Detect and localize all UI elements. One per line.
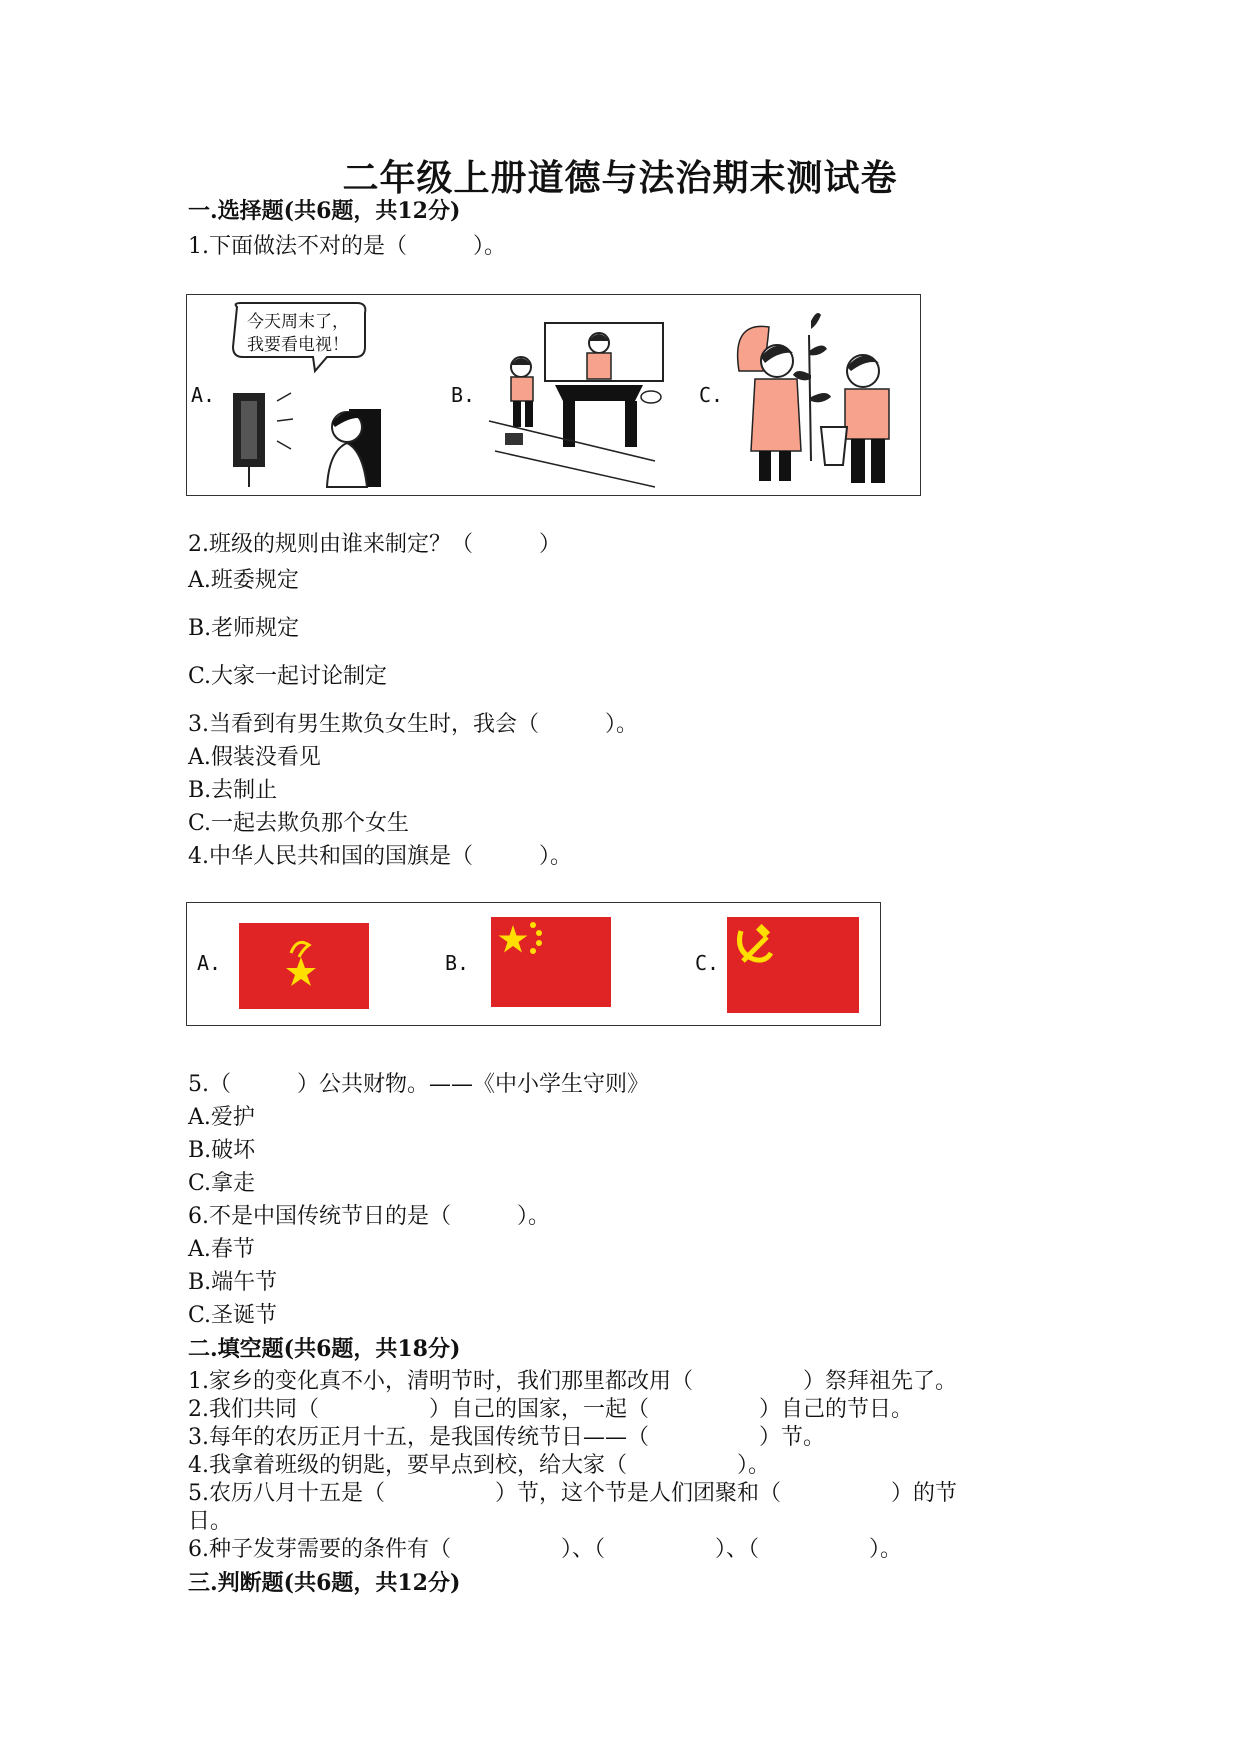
question-1-figure (186, 294, 921, 496)
question-5-option-b: B.破坏 (188, 1138, 256, 1163)
question-2-option-b: B.老师规定 (188, 616, 300, 641)
flag-option-b-label: B. (445, 951, 470, 975)
option-c-label: C. (699, 383, 724, 407)
question-5-option-c: C.拿走 (188, 1171, 256, 1196)
question-6-option-b: B.端午节 (188, 1270, 278, 1295)
section-1-heading: 一.选择题(共6题，共12分) (188, 198, 461, 224)
flag-option-c-label: C. (695, 951, 720, 975)
question-1-stem: 1.下面做法不对的是（ ）。 (188, 234, 506, 259)
question-5-stem: 5.（ ）公共财物。——《中小学生守则》 (188, 1072, 649, 1097)
national-flag (491, 917, 611, 1007)
fill-blank-4: 4.我拿着班级的钥匙，要早点到校，给大家（ ）。 (188, 1453, 770, 1478)
question-3-option-b: B.去制止 (188, 778, 278, 803)
page-title: 二年级上册道德与法治期末测试卷 (342, 157, 898, 199)
question-6-stem: 6.不是中国传统节日的是（ ）。 (188, 1204, 550, 1229)
party-flag (727, 917, 859, 1013)
question-3-stem: 3.当看到有男生欺负女生时，我会（ ）。 (188, 712, 638, 737)
question-3-option-a: A.假装没看见 (188, 745, 321, 770)
fill-blank-3: 3.每年的农历正月十五，是我国传统节日——（ ）节。 (188, 1425, 825, 1450)
flag-option-a-label: A. (197, 951, 222, 975)
section-3-heading: 三.判断题(共6题，共12分) (188, 1570, 461, 1596)
fill-blank-1: 1.家乡的变化真不小，清明节时，我们那里都改用（ ）祭拜祖先了。 (188, 1369, 957, 1394)
question-4-figure (186, 902, 881, 1026)
planting-tree-illustration (727, 301, 917, 489)
option-b-label: B. (451, 383, 476, 407)
question-3-option-c: C.一起去欺负那个女生 (188, 811, 410, 836)
fill-blank-6: 6.种子发芽需要的条件有（ ）、（ ）、（ ）。 (188, 1537, 902, 1562)
cleaning-classroom-illustration (475, 301, 675, 489)
speech-bubble-line-1: 今天周末了， (247, 312, 349, 332)
question-5-option-a: A.爱护 (188, 1105, 255, 1130)
fill-blank-5-continued: 日。 (188, 1509, 233, 1534)
question-6-option-a: A.春节 (188, 1237, 255, 1262)
question-2-stem: 2.班级的规则由谁来制定？（ ） (188, 532, 561, 557)
section-2-heading: 二.填空题(共6题，共18分) (188, 1336, 461, 1362)
speech-bubble-line-2: 我要看电视！ (247, 335, 349, 355)
question-2-option-c: C.大家一起讨论制定 (188, 664, 388, 689)
question-2-option-a: A.班委规定 (188, 568, 299, 593)
fill-blank-2: 2.我们共同（ ）自己的国家，一起（ ）自己的节日。 (188, 1397, 913, 1422)
question-6-option-c: C.圣诞节 (188, 1303, 278, 1328)
option-a-label: A. (191, 383, 216, 407)
question-4-stem: 4.中华人民共和国的国旗是（ ）。 (188, 844, 572, 869)
fill-blank-5: 5.农历八月十五是（ ）节，这个节是人们团聚和（ ）的节 (188, 1481, 957, 1506)
watching-tv-illustration (207, 301, 407, 489)
young-pioneers-flag (239, 923, 369, 1009)
